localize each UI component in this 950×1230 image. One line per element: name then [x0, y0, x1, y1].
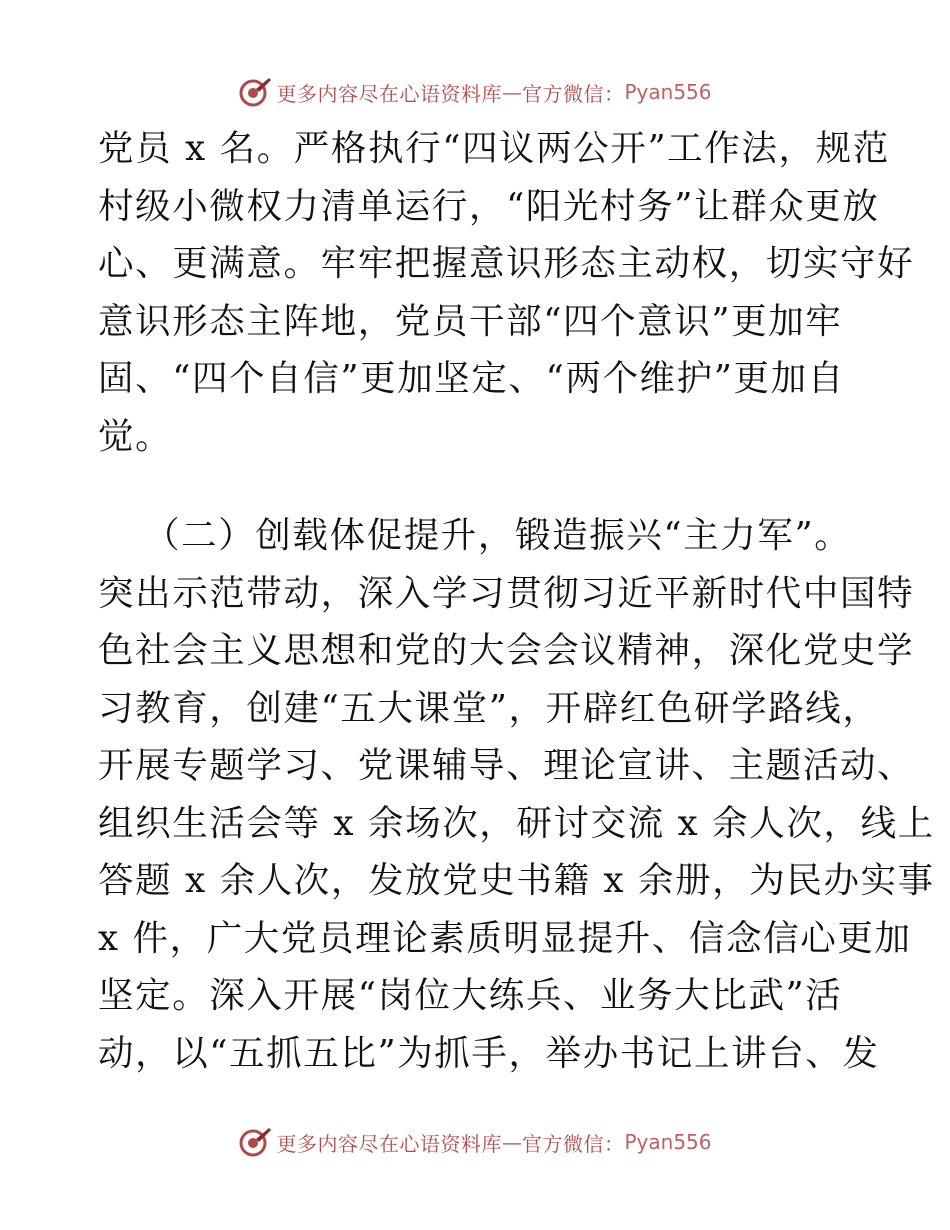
text-line: 党员 x 名。严格执行“四议两公开”工作法，规范 — [98, 128, 890, 169]
watermark-wechat-label: 官方微信： — [521, 1131, 625, 1156]
text-line: x 件，广大党员理论素质明显提升、信念信心更加 — [98, 917, 912, 959]
paragraph-gap — [98, 465, 858, 507]
watermark-text: 更多内容尽在心语资料库 — [276, 1131, 502, 1156]
watermark-separator: — — [501, 1130, 522, 1154]
paragraph-1 — [98, 120, 915, 465]
document-body — [98, 120, 935, 1082]
watermark-wechat-id: Pyan556 — [624, 80, 712, 104]
watermark-wechat-id: Pyan556 — [624, 1130, 712, 1154]
header-watermark — [0, 72, 950, 112]
pen-logo-icon — [238, 1125, 272, 1159]
text-line: 色社会主义思想和党的大会会议精神，深化党史学 — [98, 630, 915, 671]
text-line: 固、“四个自信”更加坚定、“两个维护”更加自 — [98, 358, 845, 399]
text-line: 村级小微权力清单运行，“阳光村务”让群众更放 — [98, 185, 880, 227]
text-line: 组织生活会等 x 余场次，研讨交流 x 余人次，线上 — [98, 802, 935, 844]
text-line: 习教育，创建“五大课堂”，开辟红色研学路线， — [98, 687, 880, 729]
text-line: 突出示范带动，深入学习贯彻习近平新时代中国特 — [98, 572, 915, 614]
text-line: 心、更满意。牢牢把握意识形态主动权，切实守好 — [98, 243, 915, 284]
text-line: 觉。 — [98, 415, 173, 457]
section-heading: （二）创载体促提升，锻造振兴“主力军”。 — [144, 515, 852, 556]
text-line: 答题 x 余人次，发放党史书籍 x 余册，为民办实事 — [98, 860, 935, 901]
text-line: 动，以“五抓五比”为抓手，举办书记上讲台、发 — [98, 1032, 880, 1074]
paragraph-2 — [98, 507, 935, 1082]
pen-logo-icon — [238, 75, 272, 109]
watermark-wechat-label: 官方微信： — [521, 81, 625, 106]
text-line: 意识形态主阵地，党员干部“四个意识”更加牢 — [98, 300, 843, 342]
text-line: 坚定。深入开展“岗位大练兵、业务大比武”活 — [98, 975, 843, 1016]
watermark-text: 更多内容尽在心语资料库 — [276, 81, 502, 106]
watermark-separator: — — [501, 80, 522, 104]
footer-watermark — [0, 1122, 950, 1162]
text-line: 开展专题学习、党课辅导、理论宣讲、主题活动、 — [98, 745, 915, 786]
